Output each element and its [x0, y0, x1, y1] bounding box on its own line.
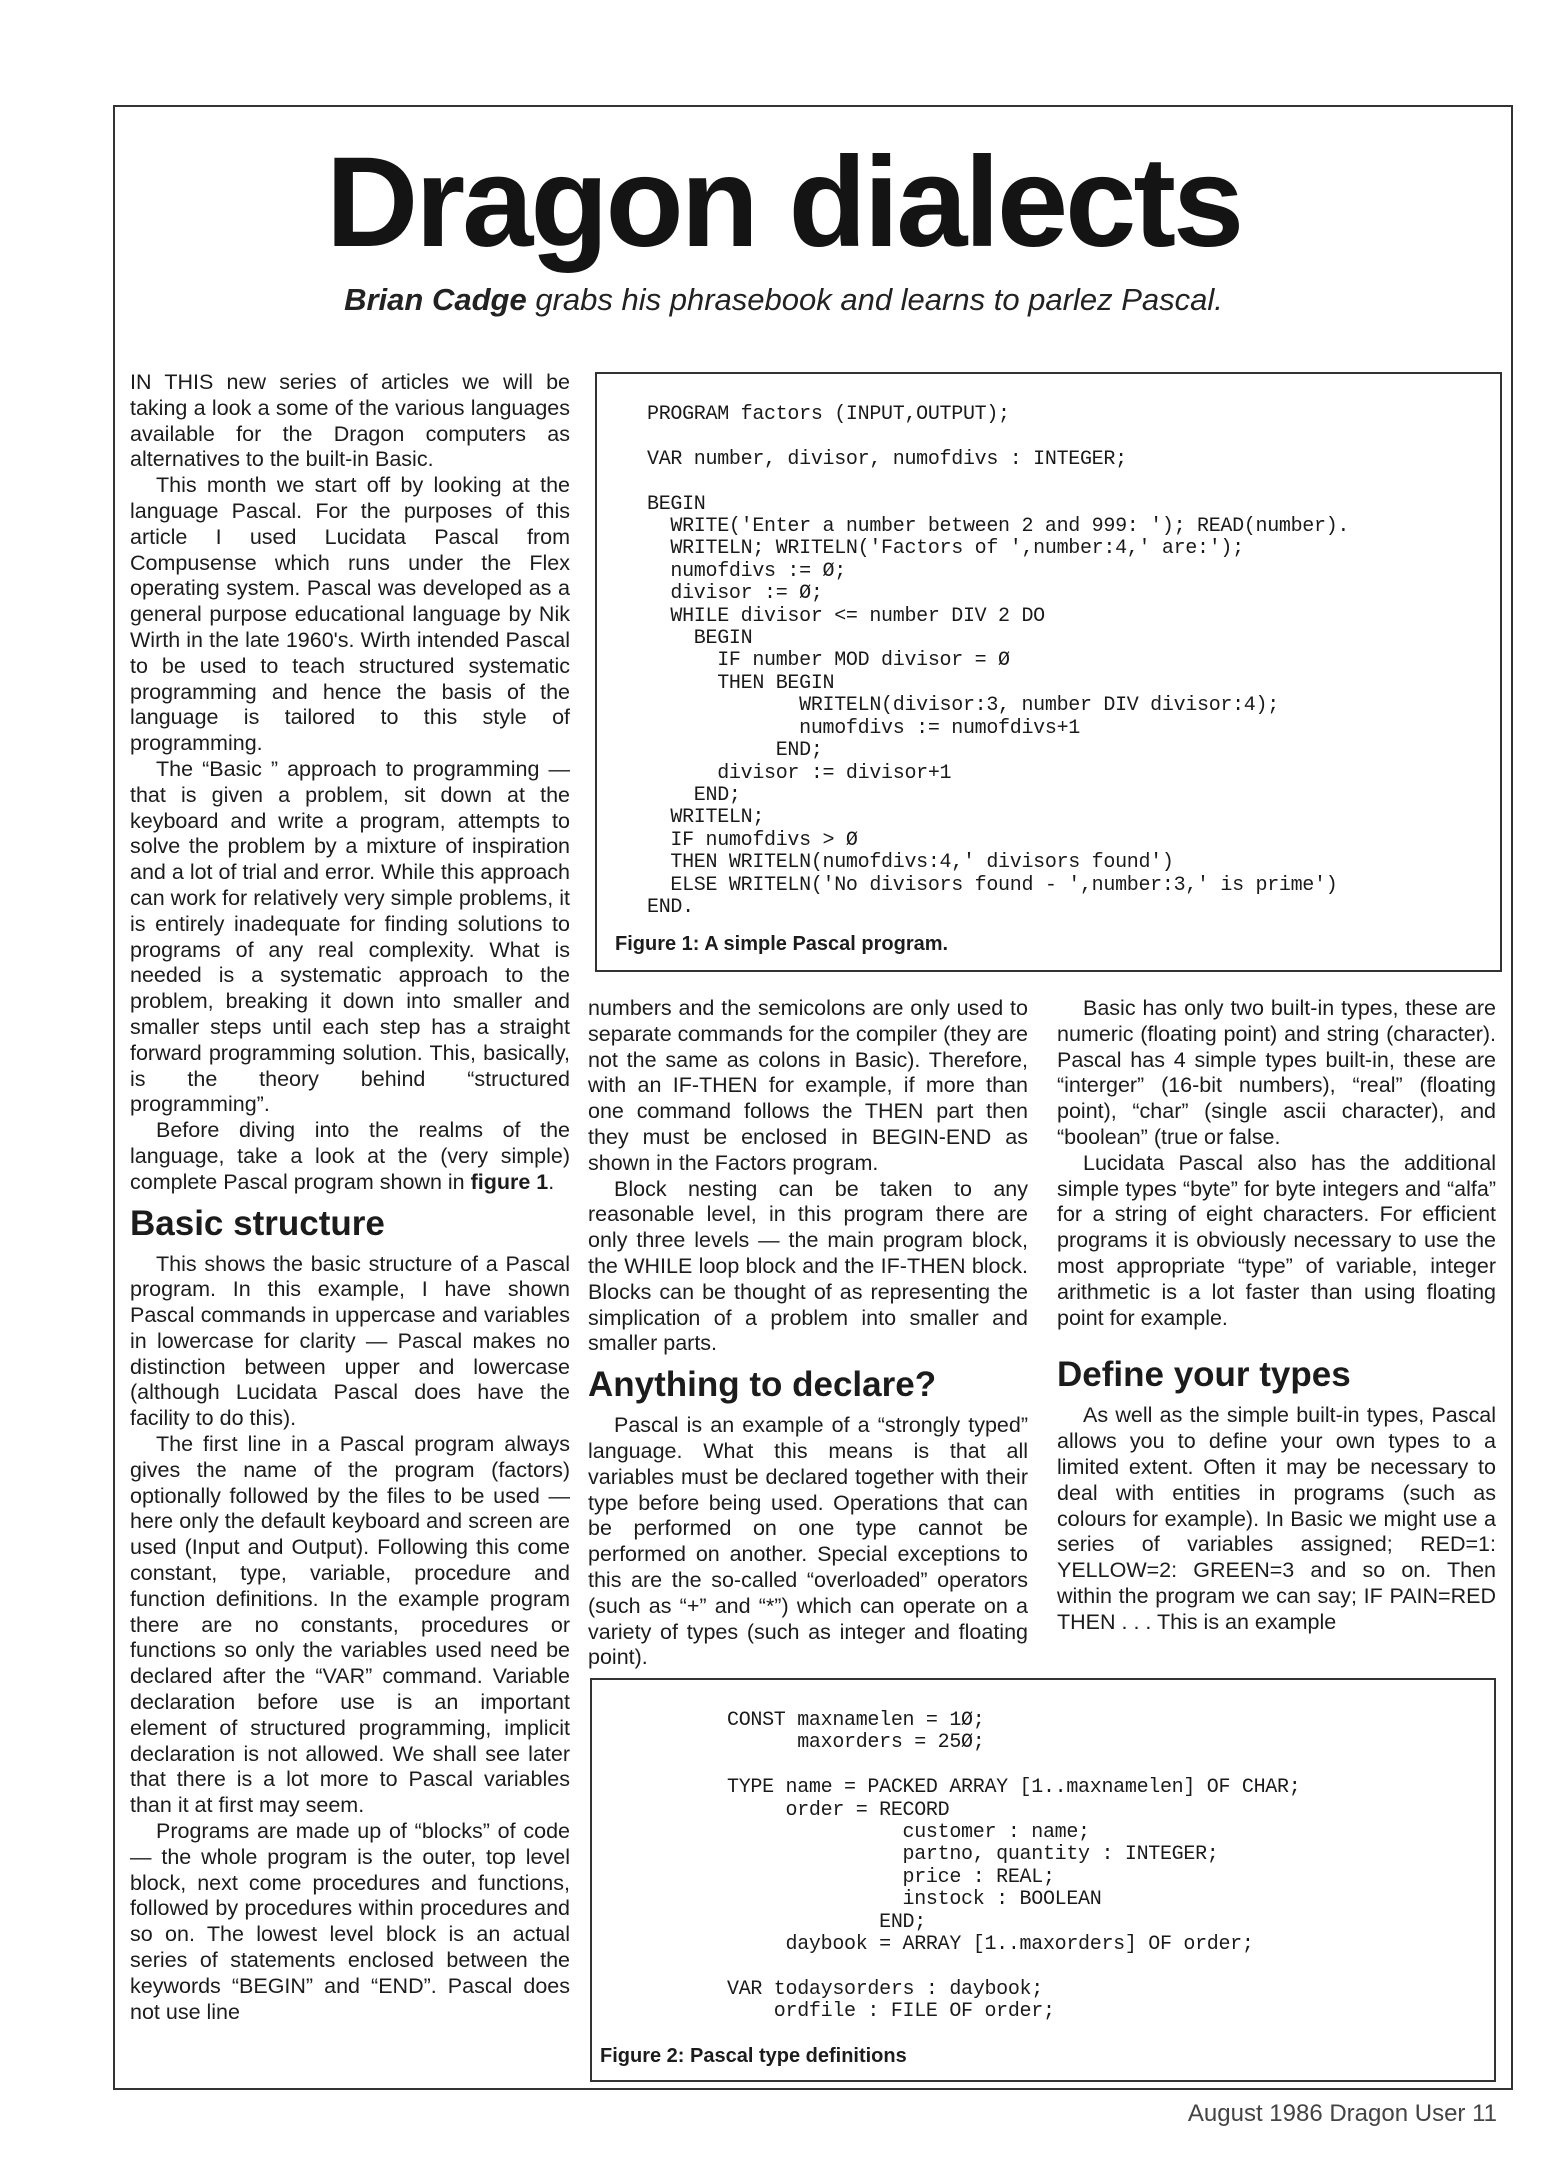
paragraph: Block nesting can be taken to any reasonable level, in this program there are only three levels — the main program block, the WHILE loop block and the IF-THEN block. Blocks can be thought of as representing the simplication of a problem into smaller and smaller parts.: [588, 1176, 1028, 1356]
figure-1: [595, 372, 1502, 972]
page-footer: August 1986 Dragon User 11: [1187, 2100, 1497, 2127]
figure-2: [590, 1678, 1496, 2082]
paragraph: Programs are made up of “blocks” of code — the whole program is the outer, top level block, next come procedures and functions, followed by procedures within procedures and so on. The lowest level block is an actual series of statements enclosed between the keywords “BEGIN” and “END”. Pascal does not use line: [130, 1819, 570, 2024]
paragraph-text: Before diving into the realms of the language, take a look at the (very simple) complete Pascal program shown in: [130, 1118, 570, 1194]
figure-caption: Figure 2: Pascal type definitions: [600, 2045, 907, 2067]
column-middle: [588, 996, 1028, 1671]
code-listing: CONST maxnamelen = 1Ø; maxorders = 25Ø; TYPE name = PACKED ARRAY [1..maxnamelen] OF CHAR; order = RECORD customer : name; partno, quantity : INTEGER; price : REAL; instock : BOOLEAN END; daybook = ARRAY [1..maxorders] OF order; VAR todaysorders : daybook; ordfile : FILE OF order;: [727, 1709, 1301, 2024]
column-right: [1057, 996, 1496, 1636]
subtitle-text: grabs his phrasebook and learns to parlez Pascal.: [526, 282, 1223, 317]
figure-caption: Figure 1: A simple Pascal program.: [615, 933, 949, 955]
paragraph: Lucidata Pascal also has the additional simple types “byte” for byte integers and “alfa” for a string of eight characters. For efficient programs it is obviously necessary to use the most appropriate “type” of variable, integer arithmetic is a lot faster than using floating point for example.: [1057, 1150, 1496, 1330]
paragraph: IN THIS new series of articles we will be taking a look a some of the various languages available for the Dragon computers as alternatives to the built-in Basic.: [130, 370, 570, 472]
paragraph: Basic has only two built-in types, these are numeric (floating point) and string (character). Pascal has 4 simple types built-in, these are “interger” (16-bit numbers), “real” (floating point), “char” (single ascii character), and “boolean” (true or false.: [1057, 996, 1496, 1149]
figure-reference: figure 1: [470, 1169, 549, 1194]
article-title: Dragon dialects: [325, 131, 1242, 274]
section-heading: Define your types: [1057, 1355, 1351, 1395]
section-heading: Basic structure: [130, 1203, 385, 1243]
column-left: [130, 370, 570, 2025]
paragraph: The first line in a Pascal program always gives the name of the program (factors) optionally followed by the files to be used — here only the default keyboard and screen are used (Input and Output). Following this come constant, type, variable, procedure and function definitions. In the example program there are no constants, procedures or functions so only the variables used need be declared after the “VAR” command. Variable declaration before use is an important element of structured programming, implicit declaration is not allowed. We shall see later that there is a lot more to Pascal variables than it at first may seem.: [130, 1432, 570, 1818]
paragraph: numbers and the semicolons are only used to separate commands for the compiler (they are not the same as colons in Basic). Therefore, with an IF-THEN for example, if more than one command follows the THEN part then they must be enclosed in BEGIN-END as shown in the Factors program.: [588, 996, 1028, 1175]
paragraph: The “Basic ” approach to programming — that is given a problem, sit down at the keyboard and write a program, attempts to solve the problem by a mixture of inspiration and a lot of trial and error. While this approach can work for relatively very simple problems, it is entirely inadequate for finding solutions to programs of any real complexity. What is needed is a systematic approach to the problem, breaking it down into smaller and smaller steps until each step has a straight forward programming solution. This, basically, is the theory behind “structured programming”.: [130, 756, 570, 1117]
paragraph: This month we start off by looking at the language Pascal. For the purposes of this article I used Lucidata Pascal from Compusense which runs under the Flex operating system. Pascal was developed as a general purpose educational language by Nik Wirth in the late 1960's. Wirth intended Pascal to be used to teach structured systematic programming and hence the basis of the language is tailored to this style of programming.: [130, 473, 570, 756]
paragraph: [130, 1118, 570, 1195]
section-heading: Anything to declare?: [588, 1365, 937, 1405]
paragraph: As well as the simple built-in types, Pascal allows you to define your own types to a limited extent. Often it may be necessary to deal with entities in programs (such as colours for example). In Basic we might use a series of variables assigned; RED=1: YELLOW=2: GREEN=3 and so on. Then within the program we can say; IF PAIN=RED THEN . . . This is an example: [1057, 1403, 1496, 1634]
code-listing: PROGRAM factors (INPUT,OUTPUT); VAR number, divisor, numofdivs : INTEGER; BEGIN WRITE('Enter a number between 2 and 999: '); READ(number). WRITELN; WRITELN('Factors of ',number:4,' are:'); numofdivs := Ø; divisor := Ø; WHILE divisor <= number DIV 2 DO BEGIN IF number MOD divisor = Ø THEN BEGIN WRITELN(divisor:3, number DIV divisor:4); numofdivs := numofdivs+1 END; divisor := divisor+1 END; WRITELN; IF numofdivs > Ø THEN WRITELN(numofdivs:4,' divisors found') ELSE WRITELN('No divisors found - ',number:3,' is prime') END.: [647, 403, 1350, 919]
paragraph: Pascal is an example of a “strongly typed” language. What this means is that all variables must be declared together with their type before being used. Operations that can be performed on one type cannot be performed on another. Special exceptions to this are the so-called “overloaded” operators (such as “+” and “*”) which can operate on a variety of types (such as integer and floating point).: [588, 1413, 1028, 1670]
paragraph: This shows the basic structure of a Pascal program. In this example, I have shown Pascal commands in uppercase and variables in lowercase for clarity — Pascal makes no distinction between upper and lowercase (although Lucidata Pascal does have the facility to do this).: [130, 1251, 570, 1431]
article-subtitle: [0, 282, 1567, 318]
paragraph-text: .: [548, 1169, 555, 1194]
author-name: Brian Cadge: [344, 282, 527, 317]
